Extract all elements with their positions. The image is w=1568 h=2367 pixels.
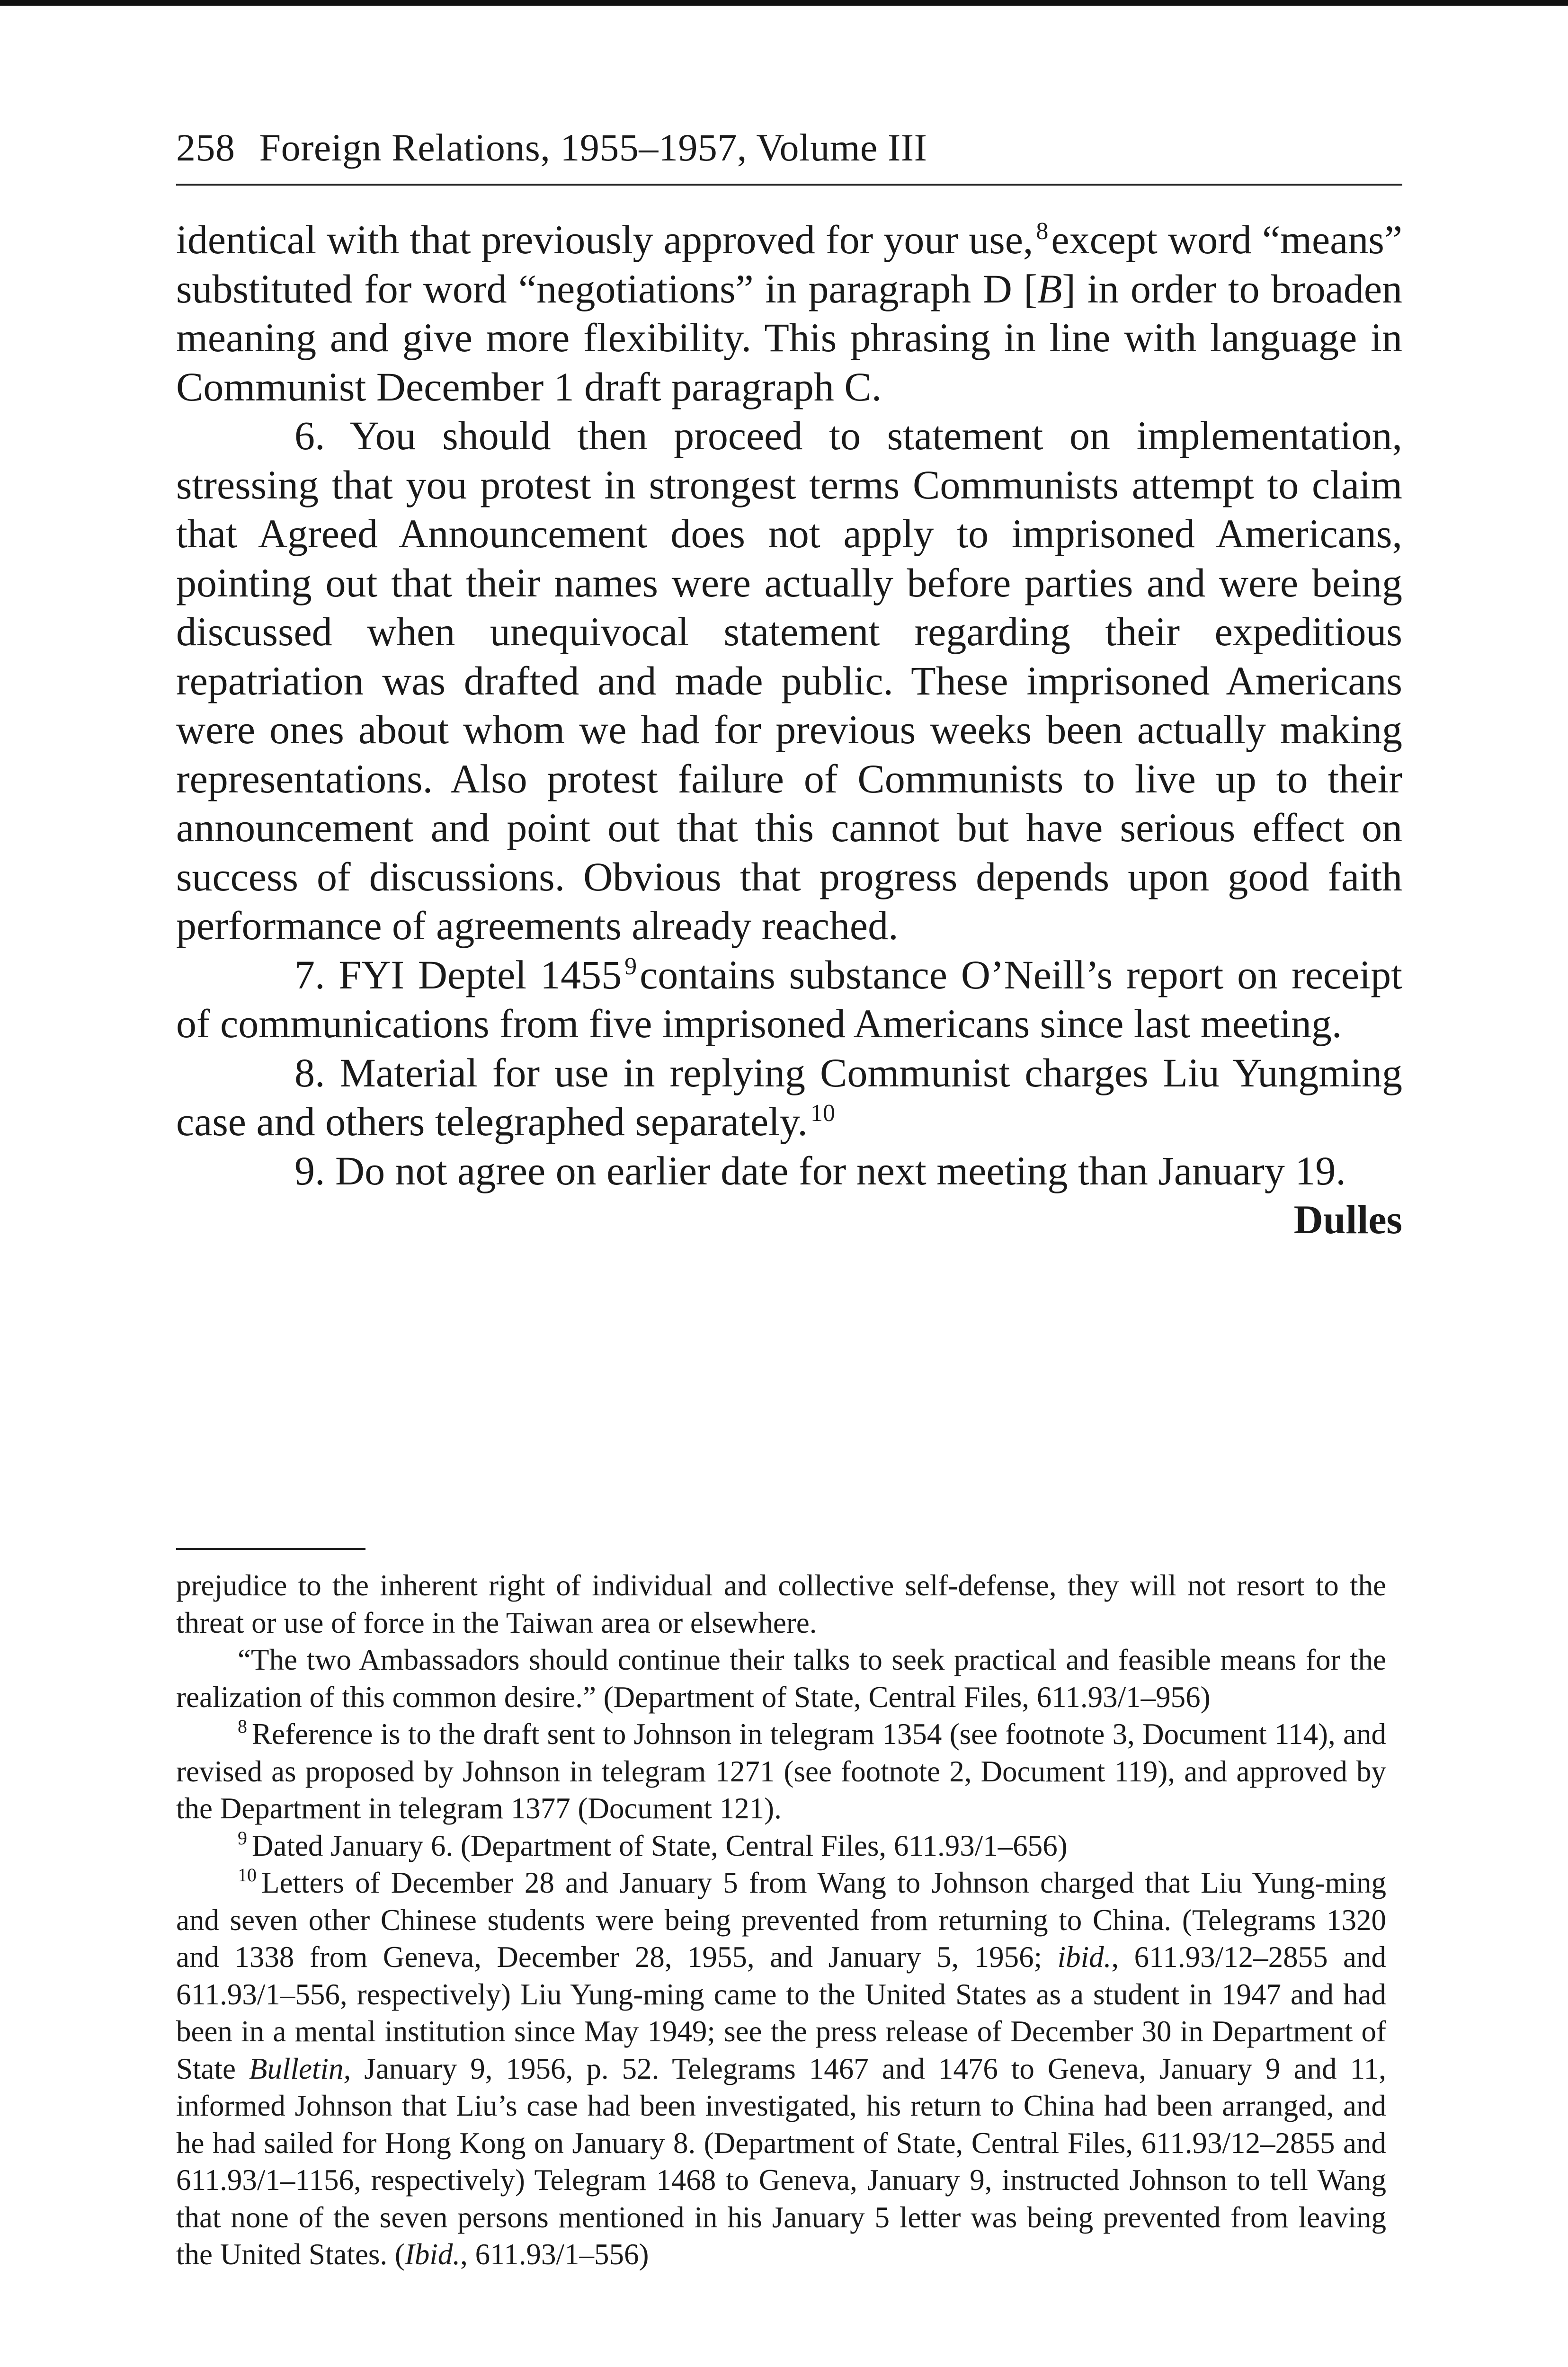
- header-rule: [176, 184, 1402, 186]
- paragraph-6: 6. You should then proceed to statement on implementation, stressing that you protest in strongest terms Communists attempt to claim that Agreed Announcement does not apply to imprisoned Americans, pointing out that their names were actually before parties and were being discussed when unequivocal statement regarding their expeditious repatriation was drafted and made public. These imprisoned Americans were ones about whom we had for previous weeks been actually making representations. Also protest failure of Communists to live up to their announcement and point out that this cannot but have serious effect on success of discussions. Obvious that progress depends upon good faith performance of agreements already reached.: [176, 413, 1402, 948]
- running-header: [176, 124, 1402, 171]
- signature: Dulles: [1293, 1197, 1402, 1242]
- footnote-text: January 9, 1956, p. 52. Telegrams 1467 and 1476 to Geneva, January 9 and 11, informed Johnson that Liu’s case had been investigated, his return to China had been arranged, and he had sailed for Hong Kong on January 8. (Department of State, Central Files, 611.93/12–2855 and 611.93/1–1156, respectively) Telegram 1468 to Geneva, January 9, instructed Johnson to tell Wang that none of the seven persons mentioned in his January 5 letter was being prevented from leaving the United States. (: [176, 2052, 1387, 2271]
- footnote-text-italic: ibid.: [1057, 1940, 1112, 1974]
- footnote-ref-8: 8: [1036, 218, 1049, 245]
- footnote-text: Reference is to the draft sent to Johnson in telegram 1354 (see footnote 3, Document 114), and revised as proposed by Johnson in telegram 1271 (see footnote 2, Document 119), and approved by the Department in telegram 1377 (Document 121).: [176, 1717, 1386, 1825]
- footnote-text: Dated January 6. (Department of State, Central Files, 611.93/1–656): [252, 1829, 1068, 1862]
- text-run: contains substance O’Neill’s report on receipt of communications from five imprisoned Americans since last meeting.: [176, 952, 1402, 1046]
- text-run: except word “means” substituted for word “negotiations” in paragraph D [: [176, 217, 1402, 311]
- footnote-10: [176, 1864, 1386, 2273]
- footnote-8: [176, 1716, 1386, 1827]
- footnote-continued-quote: “The two Ambassadors should continue their talks to seek practical and feasible means for the realization of this common desire.” (Department of State, Central Files, 611.93/1–956): [176, 1643, 1386, 1714]
- text-run: identical with that previously approved for your use,: [176, 217, 1033, 262]
- footnote-text-italic: Ibid.: [404, 2238, 461, 2271]
- footnote-text: , 611.93/12–2855 and 611.93/1–556, respectively) Liu Yung-ming came to the United States as a student in 1947 and had been in a mental institution since May 1949; see the press release of December 30 in Department of State: [176, 1940, 1386, 2085]
- running-title: Foreign Relations, 1955–1957, Volume III: [259, 126, 927, 169]
- footnote-9: [176, 1827, 1386, 1865]
- paragraph-7: [176, 951, 1402, 1049]
- top-border: [0, 0, 1568, 6]
- footnote-text: , 611.93/1–556): [460, 2238, 649, 2271]
- paragraph-continued: [176, 215, 1402, 411]
- footnote-text: Letters of December 28 and January 5 from Wang to Johnson charged that Liu Yung-ming and seven other Chinese students were being prevented from returning to China. (Telegrams 1320 and 1338 from Geneva, December 28, 1955, and January 5, 1956;: [176, 1866, 1386, 1974]
- footnote-mark: 10: [238, 1864, 257, 1886]
- main-text: [176, 215, 1402, 1245]
- text-run: 7. FYI Deptel 1455: [294, 952, 622, 997]
- footnote-ref-9: 9: [624, 952, 637, 980]
- paragraph-8: [176, 1049, 1402, 1147]
- footnote-continued: prejudice to the inherent right of individual and collective self-defense, they will not resort to the threat or use of force in the Taiwan area or elsewhere.: [176, 1569, 1386, 1639]
- footnote-rule: [176, 1548, 365, 1550]
- text-run: 8. Material for use in replying Communist charges Liu Yungming case and others telegraphed separately.: [176, 1050, 1402, 1144]
- footnote-mark: 8: [238, 1716, 247, 1737]
- page-number: 258: [176, 126, 235, 169]
- text-run: ] in order to broaden meaning and give more flexibility. This phrasing in line with language in Communist December 1 draft paragraph C.: [176, 266, 1402, 409]
- footnotes: [176, 1567, 1386, 2273]
- footnote-text-italic: Bulletin,: [249, 2052, 351, 2085]
- paragraph-9: 9. Do not agree on earlier date for next meeting than January 19.: [294, 1148, 1346, 1193]
- footnote-ref-10: 10: [810, 1100, 835, 1127]
- text-run-italic: B: [1037, 266, 1062, 311]
- footnote-mark: 9: [238, 1827, 247, 1849]
